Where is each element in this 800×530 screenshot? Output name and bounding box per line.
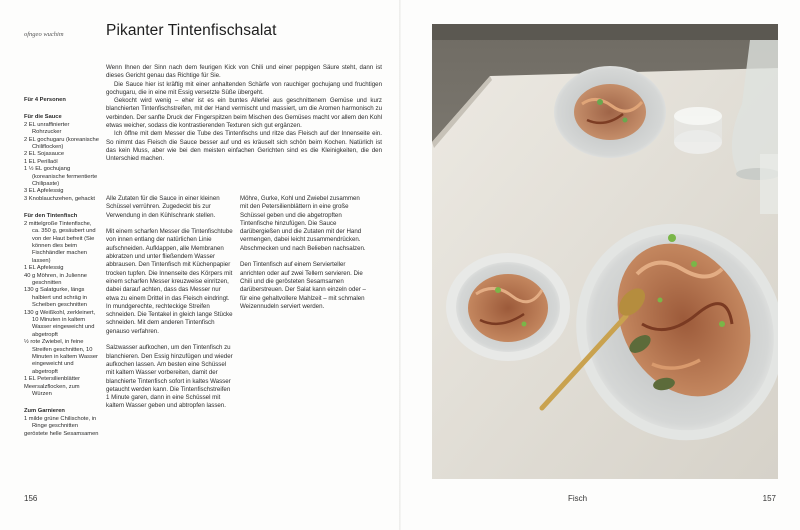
intro-paragraph: Gekocht wird wenig – eher ist es ein buntes Allerlei aus geschnittenem Gemüse und kurz blanchierten Tintenfischstreifen, mit der Hand vermischt und massiert, um die Aromen harmonisch zu verbinden. Der sanfte Druck der Fingerspitzen beim Mischen des Gemüses macht vor allem den Kohl etwas weicher, sodass die kontrastierenden Texturen sich gut ergänzen. <box>106 97 382 130</box>
ingredient-item: 1 ½ EL gochujang (koreanische fermentierte Chilipaste) <box>24 166 98 188</box>
ingredient-item: 3 Knoblauchzehen, gehackt <box>24 195 95 202</box>
ingredient-item: geröstete helle Sesamsamen <box>24 430 99 437</box>
ingredient-list <box>24 97 100 438</box>
method-step: Den Tintenfisch auf einem Servierteller anrichten oder auf zwei Tellern servieren. Die Chili und die gerösteten Sesamsamen darüberstreuen. Der Salat kann einzeln oder – für eine gehaltvollere Mahlzeit – mit schmalen Weizennudeln serviert werden. <box>240 261 366 310</box>
ingredient-item: 1 EL Perillaöl <box>24 158 58 165</box>
method-step: Alle Zutaten für die Sauce in einer kleinen Schüssel verrühren. Zugedeckt bis zur Verwendung in den Kühlschrank stellen. <box>106 195 220 219</box>
dish-photo <box>432 24 778 479</box>
ingredient-item: 3 EL Apfelessig <box>24 188 64 195</box>
ingredient-heading-sauce: Für die Sauce <box>24 114 62 121</box>
running-head: ofngeo wuchim <box>24 31 64 38</box>
ingredient-item: 2 EL Sojasauce <box>24 151 65 158</box>
method-step: Möhre, Gurke, Kohl und Zwiebel zusammen mit den Petersilienblättern in eine große Schüssel geben und die abgetropften Tintenfische hinzufügen. Die Sauce darübergießen und die Zutaten mit der Hand vermengen, dabei leicht zusammendrücken. Abschmecken und nach Belieben nachsalzen. <box>240 195 366 252</box>
page-number-left: 156 <box>24 494 38 503</box>
ingredient-item: Meersalzflocken, zum Würzen <box>24 383 80 398</box>
method-step: Mit einem scharfen Messer die Tintenfischtube von innen entlang der natürlichen Linie aufschneiden. Aufklappen, alle Membranen abkratzen und unter fließendem Wasser abbrausen. Den Tintenfisch mit Küchenpapier trocken tupfen. Die Innenseite des Körpers mit einem scharfen Messer kreuzweise einritzen, dabei darauf achten, dass das Messer nur etwa zu einem Drittel in das Fleisch eindringt. In mundgerechte, rechteckige Streifen schneiden. Die Tentakel in gleich lange Stücke schneiden. Mit dem anderen Tintenfisch genauso verfahren. <box>106 228 233 335</box>
intro-paragraph: Die Sauce hier ist kräftig mit einer anhaltenden Schärfe von rauchiger gochujang und fruchtigen gochugaru, die in eine mit Essig versetzte Süße übergeht. <box>106 80 382 96</box>
ingredient-item: 1 EL Petersilienblätter <box>24 376 81 383</box>
recipe-title: Pikanter Tintenfischsalat <box>106 22 277 39</box>
ingredient-item: 1 EL Apfelessig <box>24 265 64 272</box>
photo-shelf-edge <box>432 24 778 40</box>
ingredient-item: ½ rote Zwiebel, in feine Streifen geschnitten, 10 Minuten in kaltem Wasser eingeweicht und abgetropft <box>24 339 98 375</box>
ingredient-item: 130 g Salatgurke, längs halbiert und schräg in Scheiben geschnitten <box>24 287 87 309</box>
servings: Für 4 Personen <box>24 97 66 103</box>
small-plate-left <box>446 253 570 361</box>
intro-paragraph: Ich öffne mit dem Messer die Tube des Tintenfischs und ritze das Fleisch auf der Innenseite ein. So nimmt das Fleisch die Sauce besser auf und es kräuselt sich schön beim Kochen. Natürlich ist das kein Muss, aber wie bei den meisten einfachen Gerichten sind es die Kleinigkeiten, die den Unterschied machen. <box>106 130 382 163</box>
page-number-right: 157 <box>762 494 776 503</box>
intro-paragraph: Wenn Ihnen der Sinn nach dem feurigen Kick von Chili und einer peppigen Säure steht, dann ist dieses Gericht genau das Richtige für Sie. <box>106 64 382 80</box>
ingredient-item: 130 g Weißkohl, zerkleinert, 10 Minuten in kaltem Wasser eingeweicht und abgetropft <box>24 309 96 338</box>
ingredient-item: 1 milde grüne Chilischote, in Ringe geschnitten <box>24 415 97 430</box>
ingredient-item: 40 g Möhren, in Julienne geschnitten <box>24 272 87 286</box>
section-label: Fisch <box>568 494 588 503</box>
recipe-intro <box>106 64 382 164</box>
method-column-2 <box>240 195 369 319</box>
ingredient-heading-squid: Für den Tintenfisch <box>24 213 78 220</box>
small-plate-top <box>554 66 666 158</box>
method-step: Salzwasser aufkochen, um den Tintenfisch zu blanchieren. Den Essig hinzufügen und wieder aufkochen lassen. Am besten eine Schüssel mit kaltem Wasser vorbereiten, damit der blanchierte Tintenfisch sofort in kaltes Wasser getaucht werden kann. Die Tintenfischstreifen 1 Minute garen, dann in eine Schüssel mit kaltem Wasser geben und abtropfen lassen. <box>106 344 233 410</box>
ingredient-item: 2 EL gochugaru (koreanische Chiliflocken) <box>24 136 99 151</box>
right-page <box>401 0 800 530</box>
glass-right-edge <box>760 154 778 214</box>
ingredient-item: 2 mittelgroße Tintenfische, ca. 350 g, gesäubert und von der Haut befreit (Sie können dies beim Fischhändler machen lassen) <box>24 220 96 264</box>
method-column-1 <box>106 195 235 419</box>
ingredient-item: 2 EL unraffinierter Rohrzucker <box>24 121 70 136</box>
water-glass <box>674 107 722 154</box>
ingredient-heading-garnish: Zum Garnieren <box>24 408 65 415</box>
